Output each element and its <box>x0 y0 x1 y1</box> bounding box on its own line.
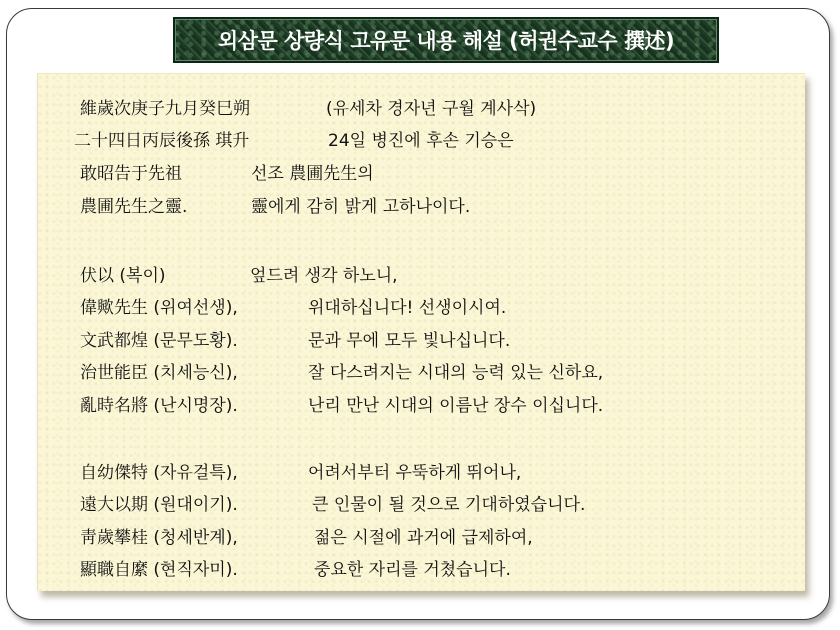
hanja-text: 文武都煌 (문무도황). <box>80 331 238 351</box>
hanja-text: 維歲次庚子九月癸巳朔 <box>80 99 250 119</box>
hanja-text: 自幼傑特 (자유걸특), <box>80 463 238 483</box>
hanja-text: 遠大以期 (원대이기). <box>80 495 238 515</box>
korean-text: 난리 만난 시대의 이름난 장수 이십니다. <box>308 396 604 416</box>
hanja-text: 靑歲攀桂 (청세반계), <box>80 528 238 548</box>
hanja-text: 伏以 (복이) <box>80 266 166 286</box>
hanja-text: 亂時名將 (난시명장). <box>80 396 238 416</box>
slide-title: 외삼문 상량식 고유문 내용 해설 (허권수교수 撰述) <box>217 29 675 53</box>
korean-text: (유세차 경자년 구월 계사삭) <box>326 99 537 119</box>
korean-text: 靈에게 감히 밝게 고하나이다. <box>251 197 471 217</box>
korean-text: 큰 인물이 될 것으로 기대하였습니다. <box>312 495 586 515</box>
korean-text: 엎드려 생각 하노니, <box>250 266 398 286</box>
text-panel <box>37 73 805 591</box>
hanja-text: 顯職自縻 (현직자미). <box>80 560 238 580</box>
hanja-text: 偉歟先生 (위여선생), <box>80 298 238 318</box>
korean-text: 문과 무에 모두 빛나십니다. <box>308 331 511 351</box>
korean-text: 위대하십니다! 선생이시여. <box>308 298 507 318</box>
hanja-text: 敢昭告于先祖 <box>80 164 182 184</box>
korean-text: 중요한 자리를 거쳤습니다. <box>314 560 511 580</box>
korean-text: 어려서부터 우뚝하게 뛰어나, <box>308 463 522 483</box>
korean-text: 24일 병진에 후손 기승은 <box>328 131 514 151</box>
hanja-text: 農圃先生之靈. <box>80 197 188 217</box>
korean-text: 젊은 시절에 과거에 급제하여, <box>314 528 533 548</box>
korean-text: 선조 農圃先生의 <box>251 164 374 184</box>
korean-text: 잘 다스려지는 시대의 능력 있는 신하요, <box>308 363 604 383</box>
hanja-text: 二十四日丙辰後孫 琪升 <box>74 131 250 151</box>
title-banner <box>173 17 719 63</box>
hanja-text: 治世能臣 (치세능신), <box>80 363 238 383</box>
